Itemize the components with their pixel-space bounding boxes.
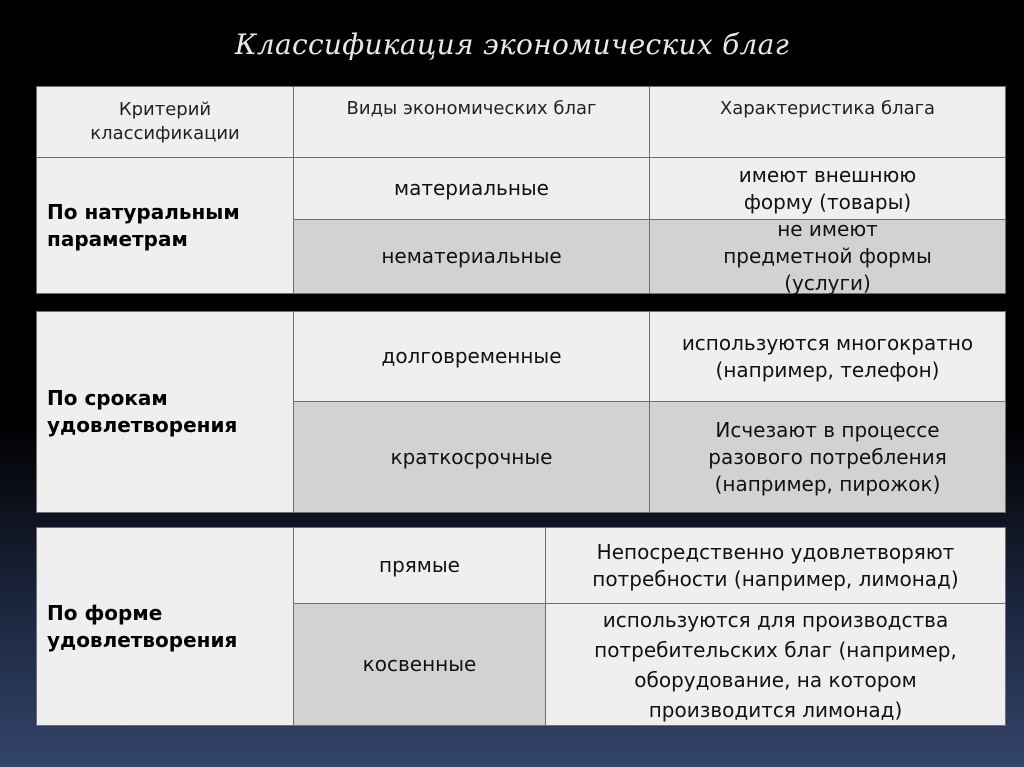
kind-immaterial: нематериальные	[293, 219, 650, 294]
desc-indirect: используются для производства потребительских благ (например, оборудование, на котором производится лимонад)	[545, 603, 1006, 726]
kind-material: материальные	[293, 157, 650, 220]
header-characteristic: Характеристика блага	[649, 86, 1006, 158]
desc-direct: Непосредственно удовлетворяют потребности (например, лимонад)	[545, 527, 1006, 604]
header-criterion: Критерий классификации	[36, 86, 294, 158]
desc-durable: используются многократно (например, телефон)	[649, 311, 1006, 402]
page-title: Классификация экономических благ	[234, 28, 790, 61]
kind-direct: прямые	[293, 527, 546, 604]
criterion-natural: По натуральным параметрам	[36, 157, 294, 294]
desc-material: имеют внешнюю форму (товары)	[649, 157, 1006, 220]
desc-shortterm: Исчезают в процессе разового потребления (например, пирожок)	[649, 401, 1006, 513]
criterion-duration: По срокам удовлетворения	[36, 311, 294, 513]
header-kinds: Виды экономических благ	[293, 86, 650, 158]
criterion-form: По форме удовлетворения	[36, 527, 294, 726]
kind-durable: долговременные	[293, 311, 650, 402]
kind-shortterm: краткосрочные	[293, 401, 650, 513]
kind-indirect: косвенные	[293, 603, 546, 726]
desc-immaterial: не имеют предметной формы (услуги)	[649, 219, 1006, 294]
